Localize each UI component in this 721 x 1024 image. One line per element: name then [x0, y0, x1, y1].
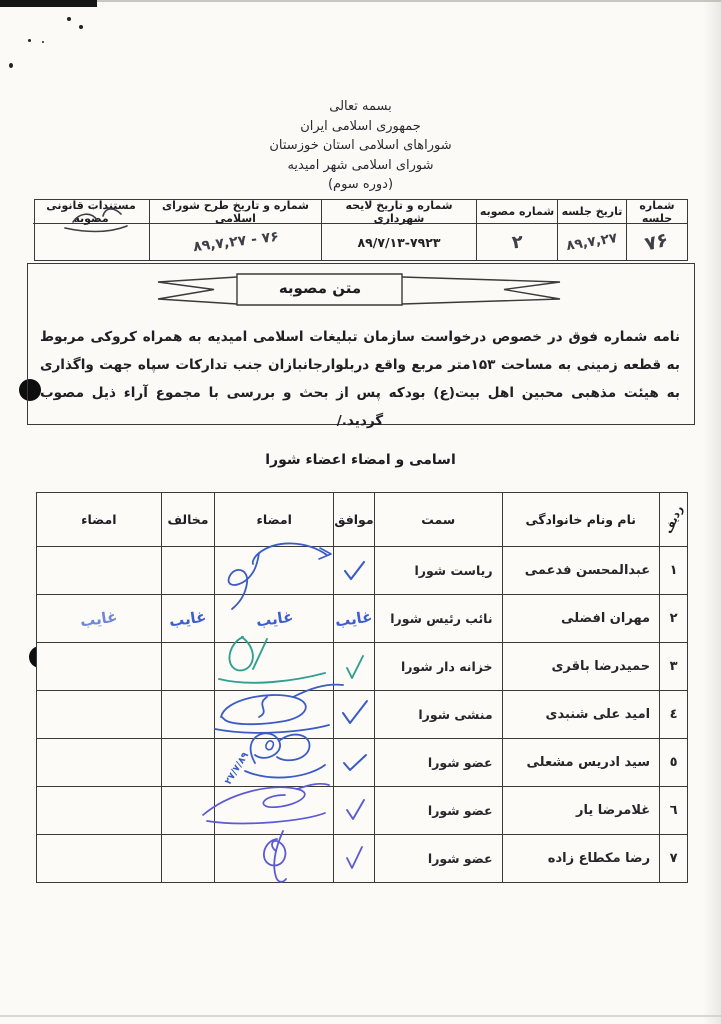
cell-session-date: [557, 224, 626, 260]
oppose-signature-cell-empty: [37, 787, 161, 834]
handwritten-session-date: ۸۹,۷,۲۷: [565, 230, 619, 254]
table-row: [37, 547, 687, 595]
oppose-signature-cell-empty: [37, 739, 161, 786]
col-header-council-plan: شماره و تاریخ طرح شورای اسلامی: [149, 200, 321, 224]
member-position: نائب رئیس شورا: [374, 595, 502, 642]
scan-edge-line: [0, 1015, 721, 1017]
signature-cell: [214, 787, 333, 834]
oppose-cell-empty: [161, 787, 215, 834]
table-row: [37, 595, 687, 643]
handwritten-session-no: ۷۶: [643, 228, 671, 256]
signature-cell: [214, 835, 333, 882]
scan-speck: [42, 41, 44, 43]
table-row: [37, 691, 687, 739]
member-position: عضو شورا: [374, 787, 502, 834]
col-header-session-date: تاریخ جلسه: [557, 200, 626, 224]
agree-cell: [333, 595, 374, 642]
signature-scribble: [243, 829, 313, 887]
letterhead-line-republic: جمهوری اسلامی ایران: [300, 118, 421, 134]
row-no: ٤: [659, 691, 687, 738]
table-row: [37, 787, 687, 835]
row-no: ٥: [659, 739, 687, 786]
checkmark-icon: [342, 559, 368, 583]
member-position: عضو شورا: [374, 835, 502, 882]
agree-cell: [333, 787, 374, 834]
member-position: عضو شورا: [374, 739, 502, 786]
agree-cell: [333, 835, 374, 882]
checkmark-icon: [343, 654, 367, 680]
oppose-cell-empty: [161, 547, 215, 594]
col-header-oppose: مخالف: [161, 493, 215, 546]
letterhead-line-term: (دوره سوم): [327, 177, 394, 192]
handwritten-absent-note: غایب: [254, 606, 295, 631]
agree-cell: [333, 643, 374, 690]
scan-speck: [79, 25, 83, 29]
col-header-resolution-no: شماره مصوبه: [476, 200, 557, 224]
row-no: ۷: [659, 835, 687, 882]
member-name: عبدالمحسن فدعمی: [502, 547, 660, 594]
cell-resolution-no: [476, 224, 557, 260]
signature-cell: [214, 643, 333, 690]
member-position: منشی شورا: [374, 691, 502, 738]
oppose-cell-empty: [161, 835, 215, 882]
scan-edge-line: [0, 0, 721, 2]
resolution-text: نامه شماره فوق در خصوص درخواست سازمان تبلیغات اسلامی امیدیه به همراه کروکی مربوط به قطعه زمینی به مساحت ۱۵۳متر مربع واقع دربلوارجانبازان جنب تدارکات سپاه جهت واگذاری به هیئت مذهبی محبین اهل بیت(ع) بودکه پس از بحث و بررسی با مجموع آراء ذیل مصوب گردید./: [40, 329, 680, 429]
oppose-signature-cell-empty: [37, 643, 161, 690]
handwritten-plan-number-date: ۸۹,۷,۲۷ - ۷۶: [191, 228, 280, 256]
handwritten-absent-note: غایب: [79, 606, 119, 631]
handwritten-absent-note: غایب: [168, 606, 208, 631]
col-header-agree-signature: امضاء: [214, 493, 333, 546]
checkmark-icon: [340, 699, 370, 727]
member-name: سید ادریس مشعلی: [502, 739, 660, 786]
checkmark-icon: [343, 798, 367, 822]
agree-cell: [333, 691, 374, 738]
table-row: [37, 835, 687, 882]
signature-table: [36, 492, 688, 883]
cell-session-no: [626, 224, 687, 260]
col-header-municipality-bill: شماره و تاریخ لایحه شهرداری: [321, 200, 476, 224]
scan-black-strip: [0, 0, 97, 7]
member-name: رضا مکطاع زاده: [502, 835, 660, 882]
oppose-cell-empty: [161, 739, 215, 786]
agree-cell: [333, 547, 374, 594]
member-position: ریاست شورا: [374, 547, 502, 594]
letterhead-line-basmala: بسمه تعالی: [329, 99, 392, 114]
banner-title: متن مصوبه: [278, 279, 362, 297]
col-header-legal-docs: مستندات قانونی مصوبه: [33, 200, 149, 224]
col-header-row-no: ردیف: [659, 493, 687, 546]
col-header-oppose-signature: امضاء: [81, 512, 117, 527]
scan-speck: [28, 39, 31, 42]
letterhead-line-province-councils: شوراهای اسلامی استان خوزستان: [269, 138, 452, 153]
scan-speck: [67, 17, 71, 21]
signature-cell: [214, 691, 333, 738]
col-header-name: نام ونام خانوادگی: [502, 493, 660, 546]
checkmark-icon: [343, 845, 365, 871]
signature-cell: [214, 547, 333, 594]
oppose-cell: [161, 595, 215, 642]
member-position: خزانه دار شورا: [374, 643, 502, 690]
handwritten-signature-date: ۲۷/۷/۸۹: [223, 750, 252, 787]
checkmark-icon: [341, 752, 369, 774]
member-name: مهران افضلی: [502, 595, 660, 642]
letterhead-line-city-council: شورای اسلامی شهر امیدیه: [287, 157, 434, 173]
col-header-agree: موافق: [333, 493, 374, 546]
typed-bill-number-date: ۸۹/۷/۱۳-۷۹۲۳: [357, 234, 441, 250]
row-no: ٦: [659, 787, 687, 834]
row-no: ۱: [659, 547, 687, 594]
signature-cell: [214, 739, 333, 786]
row-no: ۳: [659, 643, 687, 690]
letterhead: [0, 97, 721, 195]
oppose-signature-cell-empty: [37, 691, 161, 738]
oppose-signature-cell-empty: [37, 547, 161, 594]
row-no: ۲: [659, 595, 687, 642]
handwritten-absent-note: غایب: [334, 606, 374, 631]
cell-council-plan: [149, 224, 321, 260]
table-header-row: [37, 493, 687, 547]
oppose-cell-empty: [161, 643, 215, 690]
resolution-info-table: [34, 199, 688, 261]
col-header-position: سمت: [374, 493, 502, 546]
signature-section-title: اسامی و امضاء اعضاء شورا: [265, 452, 456, 468]
oppose-cell-empty: [161, 691, 215, 738]
signature-cell: [214, 595, 333, 642]
col-header-session-no: شماره جلسه: [626, 200, 687, 224]
agree-cell: [333, 739, 374, 786]
table-row: [37, 643, 687, 691]
oppose-signature-cell-empty: [37, 835, 161, 882]
table-row: [37, 739, 687, 787]
member-name: حمیدرضا باقری: [502, 643, 660, 690]
scan-speck: [9, 63, 13, 68]
oppose-signature-cell: [37, 595, 161, 642]
handwritten-resolution-no: ۲: [510, 230, 524, 254]
cell-legal-docs: [33, 224, 149, 260]
member-name: امید علی شنبدی: [502, 691, 660, 738]
member-name: غلامرضا یار: [502, 787, 660, 834]
cell-municipality-bill: [321, 224, 476, 260]
